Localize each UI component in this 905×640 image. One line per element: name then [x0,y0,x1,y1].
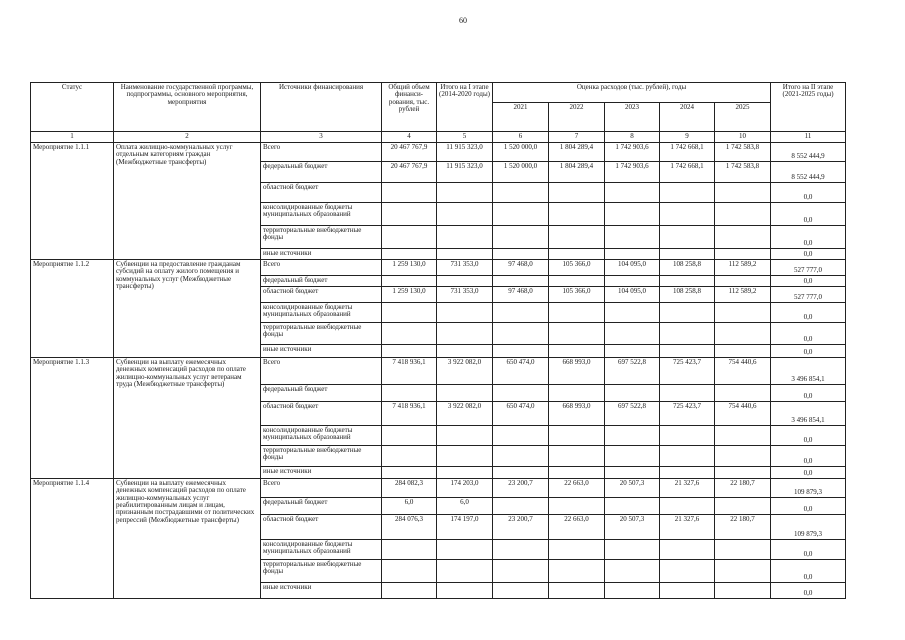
funding-source-label: Всего [261,479,382,498]
year-value-cell [715,183,771,203]
funding-source-label: федеральный бюджет [261,162,382,183]
stage2-total-cell: 109 879,3 [771,479,846,498]
measure-name: Субвенции на предоставление гражданам субсидий на оплату жилого помещения и коммунальных услуг (Межбюджетные трансферты) [114,260,261,358]
stage2-total-cell: 3 496 854,1 [771,358,846,385]
stage1-total-cell [437,385,493,402]
year-value-cell [660,183,715,203]
year-value-cell: 697 522,8 [605,402,660,426]
year-value-cell [660,446,715,467]
stage2-total-cell: 0,0 [771,467,846,479]
stage2-total-cell: 0,0 [771,249,846,260]
stage1-total-cell [437,540,493,560]
year-value-cell [715,583,771,599]
table-body [31,143,846,599]
funding-source-label: Всего [261,143,382,162]
year-value-cell: 697 522,8 [605,358,660,385]
year-value-cell: 104 095,0 [605,287,660,303]
year-value-cell [660,426,715,446]
year-value-cell [715,540,771,560]
year-value-cell [493,426,549,446]
year-value-cell [605,467,660,479]
header-year: 2025 [715,103,771,132]
year-value-cell [715,276,771,287]
year-value-cell: 725 423,7 [660,402,715,426]
year-value-cell: 1 742 583,8 [715,143,771,162]
total-funding-cell: 20 467 767,9 [382,143,437,162]
funding-source-label: иные источники [261,583,382,599]
year-value-cell: 1 742 903,6 [605,162,660,183]
year-value-cell [605,203,660,226]
stage1-total-cell [437,560,493,583]
budget-table [30,82,846,599]
stage1-total-cell: 174 197,0 [437,515,493,540]
stage1-total-cell [437,303,493,323]
year-value-cell [493,203,549,226]
stage2-total-cell: 0,0 [771,276,846,287]
year-value-cell [715,446,771,467]
year-value-cell [549,203,605,226]
stage1-total-cell [437,226,493,249]
year-value-cell: 650 474,0 [493,402,549,426]
year-value-cell [605,183,660,203]
stage2-total-cell: 527 777,0 [771,287,846,303]
total-funding-cell: 1 259 130,0 [382,287,437,303]
stage1-total-cell: 11 915 323,0 [437,162,493,183]
year-value-cell [493,385,549,402]
year-value-cell [605,303,660,323]
year-value-cell [660,560,715,583]
year-value-cell [493,498,549,515]
year-value-cell: 725 423,7 [660,358,715,385]
year-value-cell: 20 507,3 [605,515,660,540]
column-number: 7 [549,132,605,143]
stage1-total-cell [437,426,493,446]
year-value-cell [660,498,715,515]
year-value-cell [549,560,605,583]
total-funding-cell [382,385,437,402]
year-value-cell [493,323,549,345]
header-sources: Источники финансирования [261,83,382,132]
table-row [31,260,846,276]
year-value-cell [660,276,715,287]
header-year: 2021 [493,103,549,132]
year-value-cell [493,345,549,358]
header-total: Общий объем финанси-рования, тыс. рублей [382,83,437,132]
year-value-cell [549,498,605,515]
table-row [31,358,846,385]
column-number: 10 [715,132,771,143]
year-value-cell [660,203,715,226]
stage2-total-cell: 109 879,3 [771,515,846,540]
year-value-cell [549,385,605,402]
year-value-cell [660,226,715,249]
stage2-total-cell: 0,0 [771,540,846,560]
stage2-total-cell: 0,0 [771,446,846,467]
stage2-total-cell: 0,0 [771,203,846,226]
year-value-cell: 668 993,0 [549,402,605,426]
total-funding-cell: 284 076,3 [382,515,437,540]
year-value-cell [549,540,605,560]
funding-source-label: Всего [261,358,382,385]
year-value-cell: 112 589,2 [715,287,771,303]
year-value-cell [493,276,549,287]
year-value-cell [605,498,660,515]
year-value-cell: 23 200,7 [493,479,549,498]
measure-name: Субвенции на выплату ежемесячных денежных компенсаций расходов по оплате жилищно-коммунальных услуг ветеранам труда (Межбюджетные трансферты) [114,358,261,479]
stage1-total-cell [437,446,493,467]
year-value-cell [660,303,715,323]
year-value-cell: 1 742 903,6 [605,143,660,162]
year-value-cell [493,446,549,467]
stage2-total-cell: 0,0 [771,226,846,249]
year-value-cell [549,249,605,260]
funding-source-label: областной бюджет [261,287,382,303]
total-funding-cell [382,276,437,287]
stage1-total-cell [437,203,493,226]
stage1-total-cell [437,183,493,203]
funding-source-label: консолидированные бюджеты муниципальных образований [261,540,382,560]
total-funding-cell [382,560,437,583]
year-value-cell [493,183,549,203]
year-value-cell: 20 507,3 [605,479,660,498]
header-name: Наименование государственной программы, подпрограммы, основного мероприятия, мероприятия [114,83,261,132]
year-value-cell: 754 440,6 [715,358,771,385]
year-value-cell [493,540,549,560]
column-number: 1 [31,132,114,143]
stage2-total-cell: 0,0 [771,385,846,402]
year-value-cell: 1 520 000,0 [493,143,549,162]
stage1-total-cell [437,345,493,358]
year-value-cell [660,540,715,560]
year-value-cell [715,498,771,515]
total-funding-cell: 1 259 130,0 [382,260,437,276]
year-value-cell [605,560,660,583]
stage2-total-cell: 0,0 [771,498,846,515]
year-value-cell [549,303,605,323]
year-value-cell [715,203,771,226]
header-stage1: Итого на I этапе (2014-2020 годы) [437,83,493,132]
total-funding-cell: 7 418 936,1 [382,402,437,426]
column-number: 11 [771,132,846,143]
year-value-cell: 108 258,8 [660,287,715,303]
year-value-cell [715,249,771,260]
year-value-cell [549,583,605,599]
funding-source-label: консолидированные бюджеты муниципальных образований [261,203,382,226]
year-value-cell [660,323,715,345]
stage1-total-cell: 6,0 [437,498,493,515]
year-value-cell [715,323,771,345]
year-value-cell [549,276,605,287]
year-value-cell [549,467,605,479]
stage1-total-cell [437,249,493,260]
year-value-cell [493,560,549,583]
year-value-cell: 105 366,0 [549,287,605,303]
stage1-total-cell: 3 922 082,0 [437,402,493,426]
table-row [31,479,846,498]
year-value-cell: 22 663,0 [549,479,605,498]
stage2-total-cell: 0,0 [771,303,846,323]
year-value-cell [660,583,715,599]
year-value-cell: 22 663,0 [549,515,605,540]
year-value-cell [715,303,771,323]
funding-source-label: территориальные внебюджетные фонды [261,560,382,583]
total-funding-cell: 6,0 [382,498,437,515]
funding-source-label: территориальные внебюджетные фонды [261,323,382,345]
total-funding-cell: 20 467 767,9 [382,162,437,183]
column-number: 9 [660,132,715,143]
year-value-cell [549,345,605,358]
year-value-cell [605,276,660,287]
year-value-cell: 104 095,0 [605,260,660,276]
table-row [31,143,846,162]
stage1-total-cell: 3 922 082,0 [437,358,493,385]
stage1-total-cell: 174 203,0 [437,479,493,498]
year-value-cell: 1 742 668,1 [660,143,715,162]
year-value-cell [493,249,549,260]
year-value-cell [493,303,549,323]
year-value-cell [605,249,660,260]
stage2-total-cell: 0,0 [771,583,846,599]
stage2-total-cell: 3 496 854,1 [771,402,846,426]
year-value-cell: 97 468,0 [493,260,549,276]
year-value-cell [605,385,660,402]
year-value-cell [605,226,660,249]
funding-source-label: иные источники [261,249,382,260]
year-value-cell [660,345,715,358]
header-year: 2022 [549,103,605,132]
stage1-total-cell: 11 915 323,0 [437,143,493,162]
funding-source-label: областной бюджет [261,183,382,203]
total-funding-cell [382,345,437,358]
stage1-total-cell [437,323,493,345]
column-number: 5 [437,132,493,143]
year-value-cell: 1 742 668,1 [660,162,715,183]
stage2-total-cell: 0,0 [771,323,846,345]
year-value-cell [715,426,771,446]
year-value-cell: 1 804 289,4 [549,162,605,183]
year-value-cell [715,385,771,402]
total-funding-cell: 7 418 936,1 [382,358,437,385]
year-value-cell [660,467,715,479]
header-status: Статус [31,83,114,132]
year-value-cell [605,426,660,446]
year-value-cell: 650 474,0 [493,358,549,385]
header-year: 2023 [605,103,660,132]
funding-source-label: иные источники [261,345,382,358]
measure-name: Оплата жилищно-коммунальных услуг отдельным категориям граждан (Межбюджетные трансферты) [114,143,261,260]
total-funding-cell [382,446,437,467]
header-estimate: Оценка расходов (тыс. рублей), годы [493,83,771,103]
stage1-total-cell: 731 353,0 [437,287,493,303]
stage1-total-cell [437,467,493,479]
funding-source-label: консолидированные бюджеты муниципальных образований [261,426,382,446]
year-value-cell [549,446,605,467]
stage2-total-cell: 0,0 [771,426,846,446]
stage2-total-cell: 8 552 444,9 [771,162,846,183]
year-value-cell [715,560,771,583]
stage2-total-cell: 0,0 [771,345,846,358]
year-value-cell [493,226,549,249]
year-value-cell: 112 589,2 [715,260,771,276]
funding-source-label: областной бюджет [261,515,382,540]
year-value-cell: 108 258,8 [660,260,715,276]
year-value-cell: 105 366,0 [549,260,605,276]
year-value-cell [605,540,660,560]
column-number: 2 [114,132,261,143]
year-value-cell [549,226,605,249]
stage1-total-cell: 731 353,0 [437,260,493,276]
year-value-cell [660,249,715,260]
year-value-cell [605,323,660,345]
year-value-cell: 1 520 000,0 [493,162,549,183]
total-funding-cell [382,249,437,260]
header-year: 2024 [660,103,715,132]
funding-source-label: федеральный бюджет [261,276,382,287]
year-value-cell [493,583,549,599]
year-value-cell [715,345,771,358]
page-number: 60 [459,16,467,25]
year-value-cell: 754 440,6 [715,402,771,426]
stage2-total-cell: 8 552 444,9 [771,143,846,162]
year-value-cell [549,426,605,446]
year-value-cell: 21 327,6 [660,515,715,540]
funding-source-label: федеральный бюджет [261,498,382,515]
measure-name: Субвенции на выплату ежемесячных денежных компенсаций расходов по оплате жилищно-коммунальных услуг реабилитированным лицам и лицам, признанным пострадавшими от политических репрессий (Межбюджетные трансферты) [114,479,261,599]
column-number: 8 [605,132,660,143]
year-value-cell [605,446,660,467]
measure-status: Мероприятие 1.1.1 [31,143,114,260]
year-value-cell [549,183,605,203]
stage2-total-cell: 0,0 [771,183,846,203]
year-value-cell [715,467,771,479]
year-value-cell [549,323,605,345]
total-funding-cell [382,303,437,323]
measure-status: Мероприятие 1.1.3 [31,358,114,479]
stage2-total-cell: 0,0 [771,560,846,583]
total-funding-cell [382,540,437,560]
measure-status: Мероприятие 1.1.4 [31,479,114,599]
total-funding-cell [382,426,437,446]
column-number: 3 [261,132,382,143]
year-value-cell [660,385,715,402]
total-funding-cell [382,226,437,249]
total-funding-cell [382,203,437,226]
funding-source-label: территориальные внебюджетные фонды [261,226,382,249]
funding-source-label: Всего [261,260,382,276]
year-value-cell: 23 200,7 [493,515,549,540]
funding-source-label: областной бюджет [261,402,382,426]
measure-status: Мероприятие 1.1.2 [31,260,114,358]
total-funding-cell [382,467,437,479]
year-value-cell: 1 804 289,4 [549,143,605,162]
column-number: 6 [493,132,549,143]
funding-source-label: территориальные внебюджетные фонды [261,446,382,467]
funding-source-label: иные источники [261,467,382,479]
year-value-cell [715,226,771,249]
year-value-cell: 22 180,7 [715,515,771,540]
total-funding-cell [382,183,437,203]
year-value-cell [605,345,660,358]
column-number: 4 [382,132,437,143]
total-funding-cell [382,323,437,345]
year-value-cell: 668 993,0 [549,358,605,385]
stage2-total-cell: 527 777,0 [771,260,846,276]
total-funding-cell: 284 082,3 [382,479,437,498]
total-funding-cell [382,583,437,599]
year-value-cell: 97 468,0 [493,287,549,303]
year-value-cell [605,583,660,599]
funding-source-label: федеральный бюджет [261,385,382,402]
year-value-cell [493,467,549,479]
year-value-cell: 1 742 583,8 [715,162,771,183]
column-number-row [31,132,846,143]
year-value-cell: 21 327,6 [660,479,715,498]
stage1-total-cell [437,583,493,599]
header-stage2: Итого на II этапе (2021-2025 годы) [771,83,846,132]
funding-source-label: консолидированные бюджеты муниципальных образований [261,303,382,323]
year-value-cell: 22 180,7 [715,479,771,498]
stage1-total-cell [437,276,493,287]
